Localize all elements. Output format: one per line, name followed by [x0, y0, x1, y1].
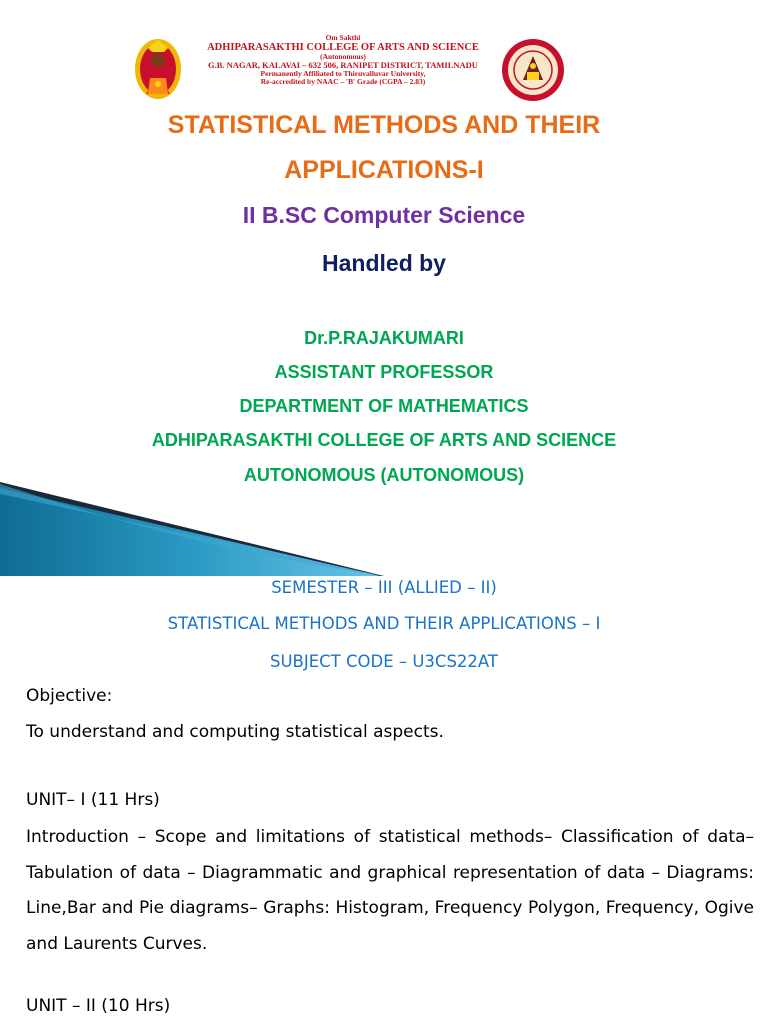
- college-header: [128, 34, 640, 104]
- syllabus-slide: [0, 576, 768, 1024]
- course-title-line2: APPLICATIONS-I: [284, 156, 484, 184]
- unit1-content: Introduction – Scope and limitations of statistical methods– Classification of data–Tabulation of data – Diagrammatic and graphical representation of data – Diagrams: Line,Bar and Pie diagrams– Graphs: Histogram, Frequency Polygon, Frequency, Ogive and Laurents Curves.: [26, 827, 754, 954]
- faculty-name: Dr.P.RAJAKUMARI: [304, 328, 464, 348]
- decorative-swoosh: [0, 480, 768, 576]
- deity-emblem-icon: [134, 38, 182, 100]
- unit2-heading: UNIT – II (10 Hrs): [26, 996, 171, 1016]
- handled-by-label: Handled by: [322, 250, 446, 276]
- unit1-heading: UNIT– I (11 Hrs): [26, 790, 160, 810]
- header-affiliation: Permanently Affiliated to Thiruvalluvar University,: [260, 68, 426, 78]
- course-line: STATISTICAL METHODS AND THEIR APPLICATIONS – I: [167, 614, 601, 633]
- faculty-college: ADHIPARASAKTHI COLLEGE OF ARTS AND SCIENCE: [151, 430, 617, 450]
- course-title-line1: STATISTICAL METHODS AND THEIR: [167, 111, 601, 139]
- header-autonomous: (Autonomous): [320, 51, 366, 61]
- objective-label: Objective:: [26, 686, 113, 706]
- faculty-designation: ASSISTANT PROFESSOR: [274, 362, 494, 382]
- subject-code-line: SUBJECT CODE – U3CS22AT: [269, 652, 499, 671]
- faculty-status: AUTONOMOUS (AUTONOMOUS): [243, 465, 525, 485]
- header-accreditation: Re-accredited by NAAC – 'B' Grade (CGPA – 2.83): [260, 76, 426, 86]
- header-college-name: ADHIPARASAKTHI COLLEGE OF ARTS AND SCIENCE: [207, 41, 479, 53]
- faculty-department: DEPARTMENT OF MATHEMATICS: [239, 396, 529, 416]
- header-text-block: [188, 34, 498, 85]
- program-subtitle: II B.SC Computer Science: [242, 202, 526, 228]
- header-address: G.B. NAGAR, KALAVAI – 632 506, RANIPET DISTRICT, TAMILNADU: [208, 59, 478, 70]
- semester-line: SEMESTER – III (ALLIED – II): [271, 578, 497, 597]
- college-seal-icon: [500, 38, 566, 102]
- objective-text: To understand and computing statistical aspects.: [26, 722, 444, 742]
- header-line-om-sakthi: Om Sakthi: [325, 33, 361, 42]
